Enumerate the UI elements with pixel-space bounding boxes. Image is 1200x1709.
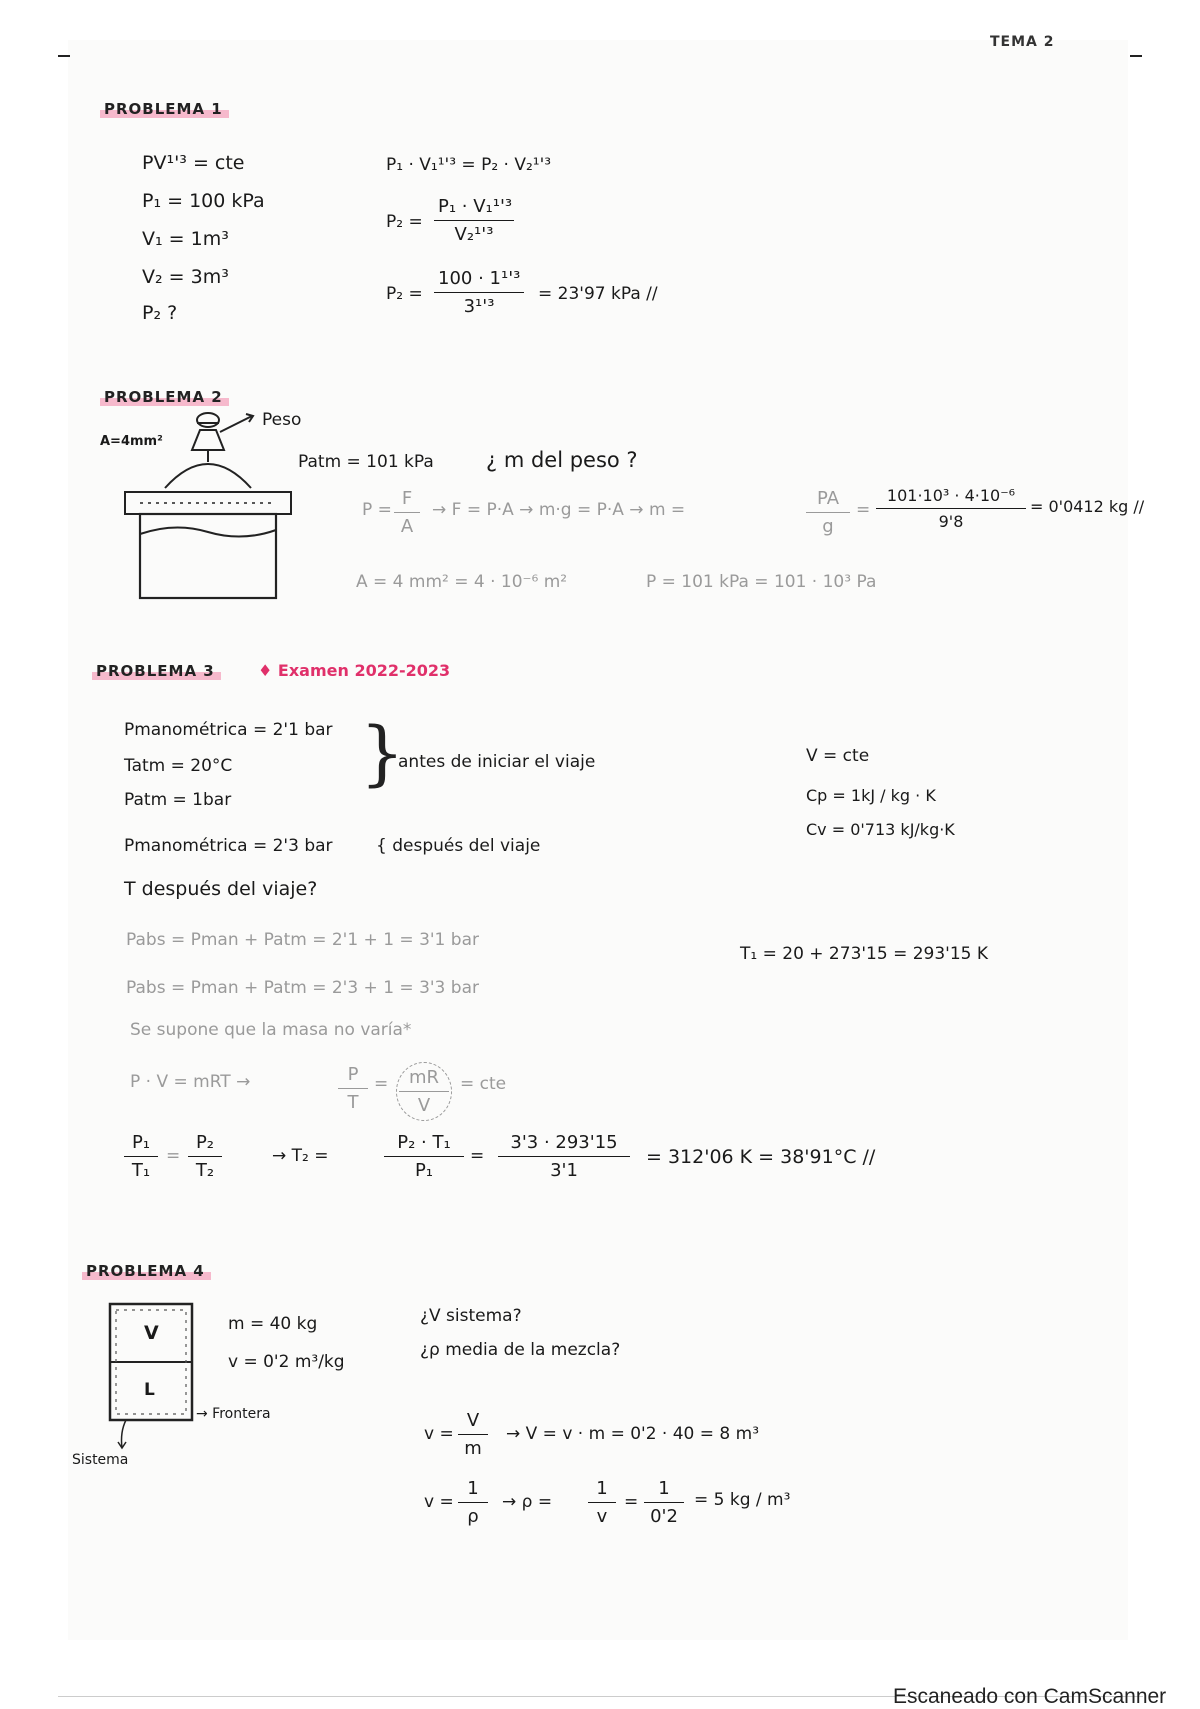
p3-equals: = <box>470 1146 485 1166</box>
boundary-label: → Frontera <box>196 1406 271 1422</box>
vapor-label: V <box>144 1322 159 1344</box>
p3-data-line: Patm = 1bar <box>124 790 232 810</box>
scanner-watermark: Escaneado con CamScanner <box>893 1685 1167 1708</box>
p3-step: = cte <box>460 1074 507 1094</box>
p4-fraction <box>458 1410 488 1459</box>
fraction-numerator: PA <box>806 488 850 513</box>
p4-fraction <box>644 1478 684 1527</box>
p4-step: → ρ = <box>502 1492 553 1512</box>
p3-t1: T₁ = 20 + 273'15 = 293'15 K <box>740 944 989 964</box>
system-label: Sistema <box>72 1452 129 1468</box>
p2-result: = 0'0412 kg // <box>1030 497 1145 516</box>
p4-equation-lhs: v = <box>424 1492 454 1512</box>
p3-property: Cp = 1kJ / kg · K <box>806 786 936 805</box>
p1-equation: P₁ · V₁¹'³ = P₂ · V₂¹'³ <box>386 155 552 175</box>
p1-equation-lhs: P₂ = <box>386 212 423 232</box>
p3-fraction <box>338 1064 368 1113</box>
fraction-numerator: P₁ <box>124 1132 158 1157</box>
patm-label: Patm = 101 kPa <box>298 452 434 472</box>
exam-tag: ♦ Examen 2022-2023 <box>258 661 451 680</box>
p2-question: ¿ m del peso ? <box>486 448 638 472</box>
fraction-numerator: P₁ · V₁¹'³ <box>434 196 514 221</box>
area-label: A=4mm² <box>100 434 163 449</box>
problem-3-title: PROBLEMA 3 <box>92 662 221 680</box>
fraction-denominator: 9'8 <box>938 512 964 531</box>
fraction-numerator: P <box>338 1064 368 1089</box>
p3-result: = 312'06 K = 38'91°C // <box>646 1146 876 1168</box>
p3-step: → T₂ = <box>272 1146 329 1166</box>
pressure-conversion: P = 101 kPa = 101 · 10³ Pa <box>646 572 877 592</box>
p4-result: = 5 kg / m³ <box>694 1490 791 1510</box>
fraction-denominator: ρ <box>467 1506 479 1527</box>
p3-fraction-circled <box>396 1062 452 1121</box>
p2-fraction <box>394 488 420 537</box>
p3-fraction <box>384 1132 464 1181</box>
p3-data-line: Pmanométrica = 2'3 bar <box>124 836 333 856</box>
p4-equals: = <box>624 1492 639 1512</box>
scan-corner-mark <box>58 55 70 57</box>
p4-fraction <box>458 1478 488 1527</box>
fraction-denominator: T₁ <box>131 1160 151 1181</box>
fraction-numerator: 100 · 1¹'³ <box>434 268 524 293</box>
p1-data-line: V₂ = 3m³ <box>142 266 229 288</box>
problem-1-title: PROBLEMA 1 <box>100 100 229 118</box>
fraction-denominator: V₂¹'³ <box>454 224 494 245</box>
p3-data-line: Tatm = 20°C <box>124 756 233 776</box>
fraction-numerator: F <box>394 488 420 513</box>
p3-fraction <box>124 1132 158 1181</box>
p2-chain: → F = P·A → m·g = P·A → m = <box>432 500 686 520</box>
tank-diagram <box>108 1302 198 1422</box>
p3-equals: = <box>374 1074 389 1094</box>
fraction-denominator: A <box>400 516 414 537</box>
p1-data-line: PV¹'³ = cte <box>142 152 245 174</box>
fraction-numerator: mR <box>399 1067 449 1092</box>
p3-property: V = cte <box>806 746 870 766</box>
fraction-numerator: P₂ · T₁ <box>384 1132 464 1157</box>
fraction-numerator: 1 <box>644 1478 684 1503</box>
fraction-denominator: 3¹'³ <box>463 296 495 317</box>
problem-4-title: PROBLEMA 4 <box>82 1262 211 1280</box>
fraction-numerator: 1 <box>588 1478 616 1503</box>
fraction-denominator: P₁ <box>414 1160 434 1181</box>
area-conversion: A = 4 mm² = 4 · 10⁻⁶ m² <box>356 572 568 592</box>
p2-fraction <box>806 488 850 537</box>
problem-2-title: PROBLEMA 2 <box>100 388 229 406</box>
fraction-numerator: 1 <box>458 1478 488 1503</box>
p3-question: T después del viaje? <box>124 878 318 900</box>
p1-data-line: P₁ = 100 kPa <box>142 190 265 212</box>
p2-equation-lhs: P = <box>362 500 392 520</box>
p1-fraction <box>434 196 514 245</box>
weight-label: Peso <box>262 410 302 430</box>
p1-data-line: P₂ ? <box>142 302 178 324</box>
fraction-numerator: 101·10³ · 4·10⁻⁶ <box>876 486 1026 509</box>
p2-equals: = <box>856 500 871 520</box>
liquid-label: L <box>144 1380 155 1400</box>
p3-data-line: Pmanométrica = 2'1 bar <box>124 720 333 740</box>
p4-data-line: v = 0'2 m³/kg <box>228 1352 345 1372</box>
fraction-denominator: V <box>417 1095 431 1116</box>
fraction-denominator: 3'1 <box>550 1160 578 1181</box>
fraction-numerator: V <box>458 1410 488 1435</box>
p3-step: Pabs = Pman + Patm = 2'3 + 1 = 3'3 bar <box>126 978 479 998</box>
p3-equals: = <box>166 1146 181 1166</box>
p3-note: antes de iniciar el viaje <box>398 752 596 772</box>
system-arrow <box>114 1420 134 1450</box>
p3-fraction <box>188 1132 222 1181</box>
fraction-denominator: T₂ <box>195 1160 215 1181</box>
fraction-denominator: v <box>596 1506 608 1527</box>
scan-corner-mark <box>1130 55 1142 57</box>
p1-fraction <box>434 268 524 317</box>
p3-step: P · V = mRT → <box>130 1072 251 1092</box>
p4-equation-lhs: v = <box>424 1424 454 1444</box>
p1-equation-lhs: P₂ = <box>386 284 423 304</box>
p3-step: Se supone que la masa no varía* <box>130 1020 412 1040</box>
pressure-cooker-diagram <box>120 410 300 600</box>
p4-question: ¿ρ media de la mezcla? <box>420 1340 621 1360</box>
p4-data-line: m = 40 kg <box>228 1314 318 1334</box>
fraction-denominator: m <box>464 1438 482 1459</box>
fraction-denominator: g <box>822 516 834 537</box>
p4-step: → V = v · m = 0'2 · 40 = 8 m³ <box>506 1424 760 1444</box>
p1-data-line: V₁ = 1m³ <box>142 228 229 250</box>
p3-fraction <box>498 1132 630 1181</box>
p2-fraction <box>876 486 1026 531</box>
fraction-denominator: T <box>347 1092 359 1113</box>
p4-question: ¿V sistema? <box>420 1306 522 1326</box>
fraction-denominator: 0'2 <box>650 1506 678 1527</box>
topic-label: TEMA 2 <box>990 34 1055 50</box>
fraction-numerator: P₂ <box>188 1132 222 1157</box>
p3-step: Pabs = Pman + Patm = 2'1 + 1 = 3'1 bar <box>126 930 479 950</box>
brace: } <box>360 712 405 794</box>
p1-result: = 23'97 kPa // <box>538 284 658 304</box>
p4-fraction <box>588 1478 616 1527</box>
p3-note: { después del viaje <box>376 836 541 856</box>
fraction-numerator: 3'3 · 293'15 <box>498 1132 630 1157</box>
p3-property: Cv = 0'713 kJ/kg·K <box>806 820 955 839</box>
